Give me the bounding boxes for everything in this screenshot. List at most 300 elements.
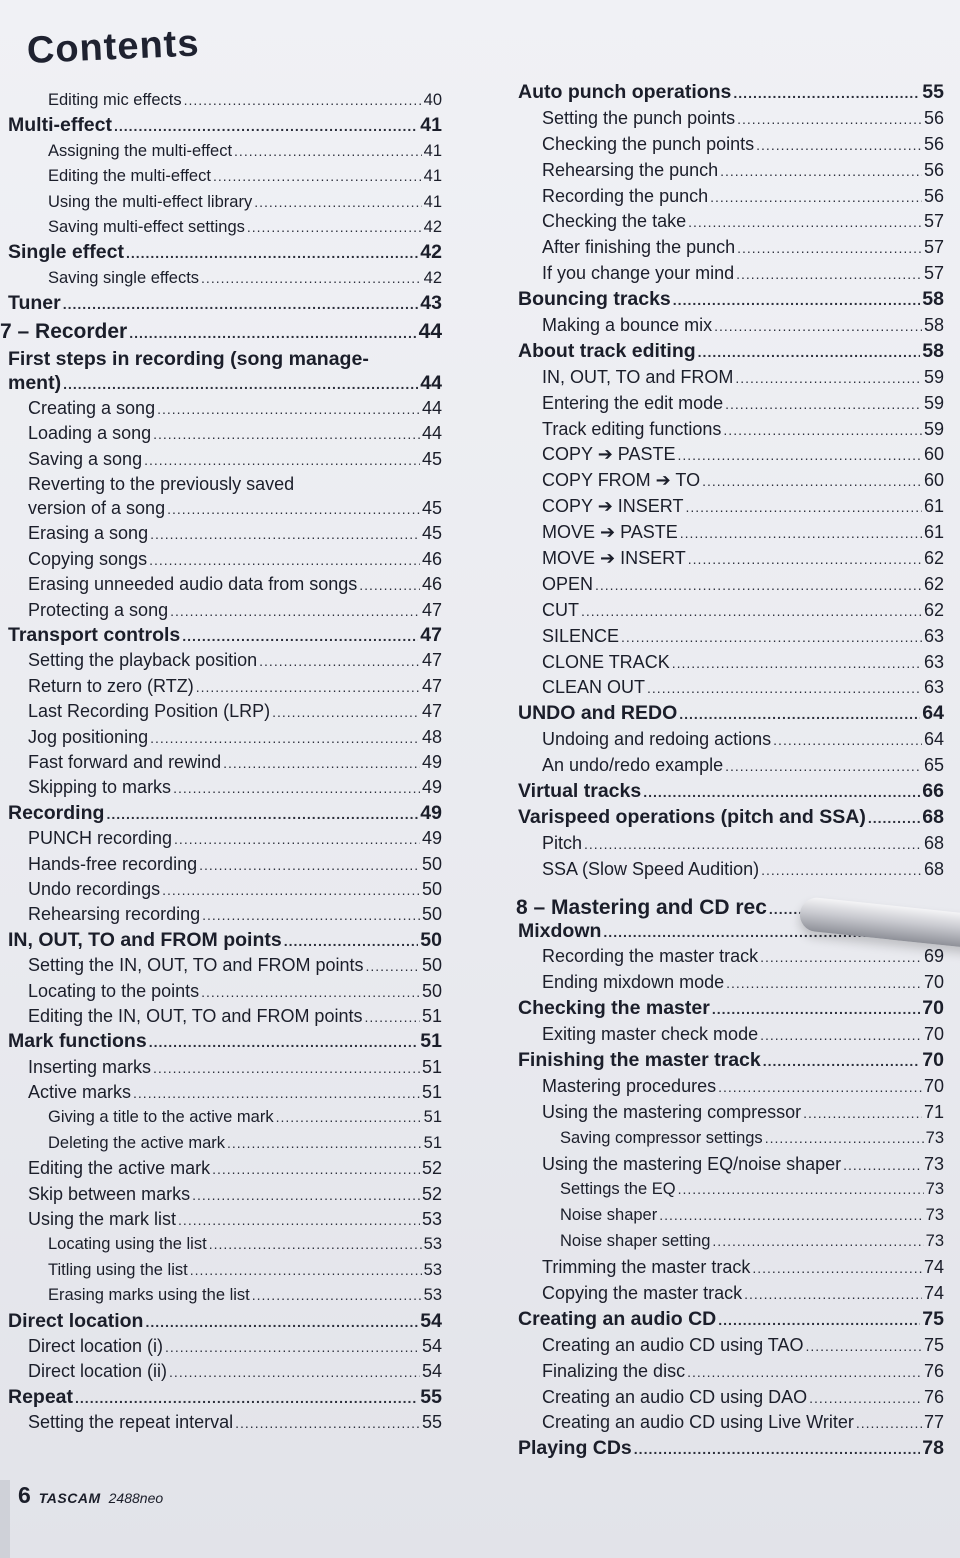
toc-entry-page: 54 <box>420 1309 442 1332</box>
dot-leader <box>162 878 420 903</box>
dot-leader <box>212 1157 420 1182</box>
toc-entry-page: 64 <box>922 702 944 725</box>
dot-leader <box>710 185 922 210</box>
toc-entry <box>0 139 442 164</box>
dot-leader <box>259 649 420 674</box>
dot-leader <box>213 164 422 189</box>
toc-entry-page: 73 <box>925 1232 944 1251</box>
dot-leader <box>726 971 922 996</box>
toc-entry-page: 59 <box>923 366 944 387</box>
toc-entry-page: 55 <box>420 1385 442 1408</box>
toc-entry-title: Saving compressor settings <box>560 1128 763 1147</box>
toc-entry-title: Creating an audio CD using TAO <box>542 1334 804 1355</box>
toc-entry <box>0 496 442 521</box>
toc-entry-title: If you change your mind <box>542 263 735 284</box>
toc-entry-title: Entering the edit mode <box>542 392 724 413</box>
toc-entry <box>0 750 442 775</box>
dot-leader <box>254 190 421 215</box>
toc-entry-page: 73 <box>923 1153 944 1174</box>
dot-leader <box>173 776 420 801</box>
dot-leader <box>581 599 922 624</box>
toc-entry-page: 54 <box>421 1335 442 1356</box>
dot-leader <box>129 318 416 348</box>
dot-leader <box>733 81 920 106</box>
toc-entry-page: 55 <box>922 81 944 103</box>
dot-leader <box>201 980 420 1005</box>
toc-entry <box>516 753 944 779</box>
toc-entry-title: Undo recordings <box>28 878 161 899</box>
toc-entry <box>0 113 442 138</box>
dot-leader <box>718 1075 922 1100</box>
section-gap <box>516 883 944 893</box>
toc-entry-title: Playing CDs <box>518 1437 632 1460</box>
toc-entry-page: 55 <box>421 1412 442 1433</box>
toc-entry <box>516 970 944 996</box>
toc-entry <box>516 1436 944 1462</box>
toc-entry-title: Deleting the active mark <box>48 1133 225 1152</box>
page-number: 6 <box>18 1482 31 1508</box>
toc-entry-title: Loading a song <box>28 423 152 444</box>
dot-leader <box>763 1049 921 1074</box>
toc-entry-title: PUNCH recording <box>28 828 173 849</box>
toc-entry <box>0 1359 442 1384</box>
toc-entry-title: Giving a title to the active mark <box>48 1108 274 1127</box>
toc-entry-page: 44 <box>421 423 442 444</box>
dot-leader <box>723 418 922 443</box>
toc-entry-page: 65 <box>923 755 944 776</box>
dot-leader <box>235 1411 420 1436</box>
dot-leader <box>765 1126 924 1151</box>
toc-entry-page: 46 <box>421 548 442 569</box>
toc-entry <box>516 675 944 701</box>
toc-entry-title: Recording <box>8 801 105 824</box>
toc-entry-title: Repeat <box>8 1385 74 1408</box>
dot-leader <box>201 266 422 291</box>
toc-entry-page: 51 <box>423 1108 442 1127</box>
dot-leader <box>584 832 922 857</box>
toc-entry-title: version of a song <box>28 498 166 519</box>
dot-leader <box>643 780 920 805</box>
dot-leader <box>145 1310 418 1335</box>
toc-entry-title: MOVE ➔ INSERT <box>542 548 686 569</box>
toc-entry <box>516 106 944 132</box>
toc-entry <box>0 190 442 215</box>
toc-entry-title: Direct location (ii) <box>28 1361 168 1382</box>
toc-entry <box>516 1385 944 1411</box>
toc-entry-page: 51 <box>420 1030 442 1053</box>
toc-entry-page: 47 <box>421 701 442 722</box>
toc-entry-title: Locating using the list <box>48 1235 207 1254</box>
toc-entry-page: 77 <box>923 1412 944 1433</box>
toc-entry-page: 68 <box>923 858 944 879</box>
dot-leader <box>364 1005 420 1030</box>
toc-entry-title: Finishing the master track <box>518 1048 761 1071</box>
toc-entry-title: Recording the master track <box>542 946 759 967</box>
toc-entry-page: 78 <box>922 1437 944 1460</box>
toc-entry-title: Editing the multi-effect <box>48 167 211 186</box>
dot-leader <box>679 702 920 727</box>
toc-entry-title: Setting the IN, OUT, TO and FROM points <box>28 955 364 976</box>
dot-leader <box>803 1101 922 1126</box>
toc-entry <box>0 699 442 724</box>
toc-entry-page: 50 <box>421 955 442 976</box>
dot-leader <box>647 676 922 701</box>
toc-entry <box>516 1074 944 1100</box>
toc-entry-title: Erasing a song <box>28 523 149 544</box>
toc-entry-title: Transport controls <box>8 624 181 647</box>
dot-leader <box>223 751 420 776</box>
toc-entry-page: 63 <box>923 625 944 646</box>
toc-entry <box>0 623 442 648</box>
dot-leader <box>595 573 922 598</box>
toc-entry-title: Active marks <box>28 1082 132 1103</box>
toc-entry-page: 44 <box>421 397 442 418</box>
toc-entry <box>0 801 442 826</box>
toc-entry <box>516 598 944 624</box>
toc-entry-title: Jog positioning <box>28 726 149 747</box>
toc-entry-page: 62 <box>923 548 944 569</box>
dot-leader <box>752 1256 922 1281</box>
dot-leader <box>688 547 922 572</box>
toc-entry-page: 57 <box>923 211 944 232</box>
dot-leader <box>209 1232 422 1257</box>
toc-entry <box>516 442 944 468</box>
toc-entry-title: Last Recording Position (LRP) <box>28 701 271 722</box>
dot-leader <box>744 1282 922 1307</box>
dot-leader <box>252 1283 422 1308</box>
dot-leader <box>106 802 418 827</box>
toc-entry-title: Setting the repeat interval <box>28 1412 234 1433</box>
dot-leader <box>714 314 922 339</box>
dot-leader <box>687 1360 922 1385</box>
toc-entry <box>516 494 944 520</box>
toc-entry-page: 47 <box>421 675 442 696</box>
toc-entry-title: Using the mastering EQ/noise shaper <box>542 1153 842 1174</box>
toc-entry-page: 42 <box>423 268 442 287</box>
toc-entry <box>0 674 442 699</box>
dot-leader <box>359 573 420 598</box>
toc-entry-title: Creating an audio CD using DAO <box>542 1386 808 1407</box>
dot-leader <box>182 624 418 649</box>
toc-entry-page: 41 <box>423 167 442 186</box>
toc-entry-title: Track editing functions <box>542 418 722 439</box>
toc-entry <box>516 1126 944 1152</box>
toc-entry-page: 58 <box>922 339 944 362</box>
dot-leader <box>678 1177 924 1202</box>
toc-entry-title: 8 – Mastering and CD rec <box>516 895 767 919</box>
dot-leader <box>184 88 422 113</box>
toc-entry <box>516 417 944 443</box>
toc-entry-title: First steps in recording (song manage- <box>8 347 369 370</box>
toc-entry-page: 51 <box>423 1133 442 1152</box>
dot-leader <box>133 1081 420 1106</box>
toc-entry-page: 75 <box>922 1307 944 1330</box>
toc-entry <box>516 1333 944 1359</box>
toc-entry <box>516 572 944 598</box>
toc-entry <box>0 877 442 902</box>
toc-entry-page: 50 <box>421 980 442 1001</box>
toc-entry <box>516 1359 944 1385</box>
toc-entry <box>516 313 944 339</box>
toc-entry-page: 53 <box>421 1209 442 1230</box>
toc-entry <box>0 1410 442 1435</box>
toc-entry <box>516 209 944 235</box>
toc-entry <box>0 1232 442 1257</box>
dot-leader <box>75 1386 418 1411</box>
dot-leader <box>63 292 419 317</box>
toc-entry-page: 56 <box>923 185 944 206</box>
dot-leader <box>868 806 920 831</box>
dot-leader <box>178 1208 420 1233</box>
toc-entry-title: Creating an audio CD <box>518 1307 717 1330</box>
dot-leader <box>284 929 419 954</box>
toc-entry-title: Settings the EQ <box>560 1180 676 1199</box>
toc-entry-title: Finalizing the disc <box>542 1360 686 1381</box>
dot-leader <box>165 1335 420 1360</box>
toc-entry-title: Creating a song <box>28 397 156 418</box>
dot-leader <box>196 675 420 700</box>
dot-leader <box>736 262 922 287</box>
toc-entry <box>516 624 944 650</box>
toc-entry <box>516 1177 944 1203</box>
toc-entry <box>0 598 442 623</box>
page-edge <box>0 1480 10 1558</box>
toc-entry-title: Inserting marks <box>28 1056 152 1077</box>
toc-entry <box>516 805 944 831</box>
toc-entry <box>0 1156 442 1181</box>
dot-leader <box>725 392 922 417</box>
dot-leader <box>126 241 418 266</box>
toc-entry-title: 7 – Recorder <box>0 319 128 343</box>
toc-entry <box>516 365 944 391</box>
toc-entry <box>0 1105 442 1130</box>
dot-leader <box>114 114 418 139</box>
toc-entry <box>516 339 944 365</box>
toc-entry-page: 58 <box>923 315 944 336</box>
toc-entry-page: 68 <box>923 832 944 853</box>
toc-entry <box>516 779 944 805</box>
toc-entry-page: 51 <box>421 1082 442 1103</box>
toc-entry-title: Setting the playback position <box>28 650 258 671</box>
toc-entry <box>0 902 442 927</box>
toc-entry <box>0 521 442 546</box>
toc-entry-title: Editing mic effects <box>48 91 182 109</box>
toc-entry-page: 61 <box>923 496 944 517</box>
toc-entry-page: 59 <box>923 418 944 439</box>
toc-entry-page: 44 <box>420 371 442 394</box>
toc-entry-title: Copying songs <box>28 548 148 569</box>
toc-entry-page: 73 <box>925 1128 944 1147</box>
toc-entry-title: Tuner <box>8 292 61 315</box>
toc-entry <box>516 80 944 106</box>
dot-leader <box>276 1105 422 1130</box>
toc-entry <box>516 520 944 546</box>
toc-entry-page: 54 <box>421 1361 442 1382</box>
toc-entry <box>516 235 944 261</box>
toc-entry-page: 56 <box>923 133 944 154</box>
toc-entry-title: Ending mixdown mode <box>542 972 725 993</box>
toc-entry-title: Auto punch operations <box>518 81 732 103</box>
toc-entry <box>0 979 442 1004</box>
toc-entry-page: 51 <box>421 1005 442 1026</box>
dot-leader <box>688 210 922 235</box>
toc-entry-title: COPY FROM ➔ TO <box>542 470 701 491</box>
toc-entry <box>0 1283 442 1308</box>
dot-leader <box>149 1030 419 1055</box>
dot-leader <box>227 1131 422 1156</box>
toc-entry-title: Editing the active mark <box>28 1158 211 1179</box>
toc-entry-page: 41 <box>423 192 442 211</box>
dot-leader <box>702 469 922 494</box>
toc-entry <box>0 1080 442 1105</box>
toc-entry-title: Bouncing tracks <box>518 288 671 311</box>
toc-entry-page: 48 <box>421 726 442 747</box>
toc-entry-title: Saving a song <box>28 448 143 469</box>
toc-entry-title: Skipping to marks <box>28 777 172 798</box>
dot-leader <box>712 997 920 1022</box>
toc-entry-page: 75 <box>923 1334 944 1355</box>
dot-leader <box>760 1023 922 1048</box>
toc-entry <box>516 1229 944 1255</box>
toc-entry-page: 63 <box>923 677 944 698</box>
toc-entry-title: CLEAN OUT <box>542 677 646 698</box>
toc-entry-title: Return to zero (RTZ) <box>28 675 194 696</box>
toc-entry <box>0 447 442 472</box>
toc-entry-page: 49 <box>421 751 442 772</box>
toc-entry-title: Virtual tracks <box>518 780 642 803</box>
toc-entry-page: 46 <box>421 574 442 595</box>
dot-leader <box>150 726 420 751</box>
toc-entry-page: 52 <box>421 1158 442 1179</box>
toc-entry <box>516 996 944 1022</box>
toc-entry-page: 60 <box>923 444 944 465</box>
dot-leader <box>773 728 922 753</box>
toc-entry-page: 57 <box>923 237 944 258</box>
toc-entry <box>516 1307 944 1333</box>
toc-entry-title: Single effect <box>8 241 124 264</box>
toc-entry <box>516 184 944 210</box>
dot-leader <box>247 215 422 240</box>
toc-entry-title: Recording the punch <box>542 185 709 206</box>
toc-entry-page: 47 <box>420 624 442 647</box>
page-footer <box>18 1482 163 1509</box>
toc-entry <box>0 1334 442 1359</box>
toc-entry-title: Checking the master <box>518 997 710 1020</box>
toc-entry <box>0 826 442 851</box>
toc-entry <box>0 371 442 396</box>
toc-entry <box>516 287 944 313</box>
toc-entry-page: 70 <box>923 972 944 993</box>
toc-entry-page: 50 <box>420 928 442 951</box>
toc-entry-title: SILENCE <box>542 625 620 646</box>
toc-entry-title: COPY ➔ PASTE <box>542 444 676 465</box>
toc-entry-page: 47 <box>421 599 442 620</box>
dot-leader <box>153 1056 420 1081</box>
dot-leader <box>761 858 922 883</box>
toc-entry-title: Assigning the multi-effect <box>48 141 233 160</box>
toc-entry <box>0 396 442 421</box>
toc-entry-title: Saving multi-effect settings <box>48 217 245 236</box>
dot-leader <box>150 522 420 547</box>
toc-entry-title: ment) <box>8 371 62 394</box>
toc-entry-title: Checking the punch points <box>542 133 755 154</box>
dot-leader <box>365 954 419 979</box>
dot-leader <box>809 1386 922 1411</box>
toc-entry-page: 76 <box>923 1386 944 1407</box>
toc-entry <box>516 727 944 753</box>
toc-entry-page: 68 <box>922 805 944 828</box>
dot-leader <box>685 495 922 520</box>
toc-entry <box>0 240 442 265</box>
toc-entry-page: 50 <box>421 904 442 925</box>
toc-entry-page: 69 <box>923 946 944 967</box>
dot-leader <box>174 827 420 852</box>
toc-entry-page: 56 <box>923 159 944 180</box>
toc-entry-title: COPY ➔ INSERT <box>542 496 684 517</box>
dot-leader <box>712 1229 923 1254</box>
toc-entry-title: Erasing unneeded audio data from songs <box>28 574 358 595</box>
dot-leader <box>169 1360 420 1385</box>
toc-entry <box>0 928 442 953</box>
dot-leader <box>621 625 922 650</box>
toc-entry-title: Noise shaper <box>560 1206 658 1225</box>
toc-entry-page: 70 <box>923 1075 944 1096</box>
toc-entry-page: 41 <box>420 114 442 137</box>
toc-entry-title: Saving single effects <box>48 268 200 287</box>
toc-entry-page: 40 <box>423 91 442 109</box>
page-title: Contents <box>26 22 201 72</box>
dot-leader <box>843 1153 922 1178</box>
toc-entry <box>516 1048 944 1074</box>
model-name: 2488neo <box>108 1490 164 1506</box>
toc-entry <box>516 1100 944 1126</box>
dot-leader <box>735 366 922 391</box>
toc-entry-title: Using the mastering compressor <box>542 1101 802 1122</box>
toc-entry-page: 62 <box>923 573 944 594</box>
toc-entry-title: Using the multi-effect library <box>48 192 253 211</box>
toc-entry <box>516 1281 944 1307</box>
toc-entry-title: Fast forward and rewind <box>28 751 222 772</box>
toc-entry-page: 42 <box>420 241 442 264</box>
brand-name: TASCAM <box>38 1490 101 1506</box>
toc-entry <box>0 547 442 572</box>
toc-entry <box>0 648 442 673</box>
toc-entry-title: Multi-effect <box>8 114 112 137</box>
toc-entry-title: Hands-free recording <box>28 853 198 874</box>
toc-entry-title: After finishing the punch <box>542 237 736 258</box>
toc-entry <box>516 158 944 184</box>
toc-entry-page: 49 <box>420 801 442 824</box>
toc-entry <box>0 317 442 347</box>
toc-entry-page: 71 <box>923 1101 944 1122</box>
toc-entry-page: 53 <box>423 1235 442 1254</box>
toc-entry <box>0 266 442 291</box>
toc-entry <box>516 650 944 676</box>
toc-entry-page: 50 <box>421 878 442 899</box>
toc-entry <box>0 347 442 371</box>
toc-entry-title: Setting the punch points <box>542 107 736 128</box>
toc-entry <box>0 1131 442 1156</box>
toc-entry-page: 63 <box>923 651 944 672</box>
toc-entry-title: Noise shaper setting <box>560 1232 711 1251</box>
toc-entry <box>516 546 944 572</box>
toc-entry-page: 56 <box>923 107 944 128</box>
dot-leader <box>720 159 922 184</box>
toc-entry-title: Creating an audio CD using Live Writer <box>542 1412 854 1433</box>
toc-entry-page: 70 <box>923 1024 944 1045</box>
dot-leader <box>725 754 922 779</box>
toc-entry <box>0 421 442 446</box>
